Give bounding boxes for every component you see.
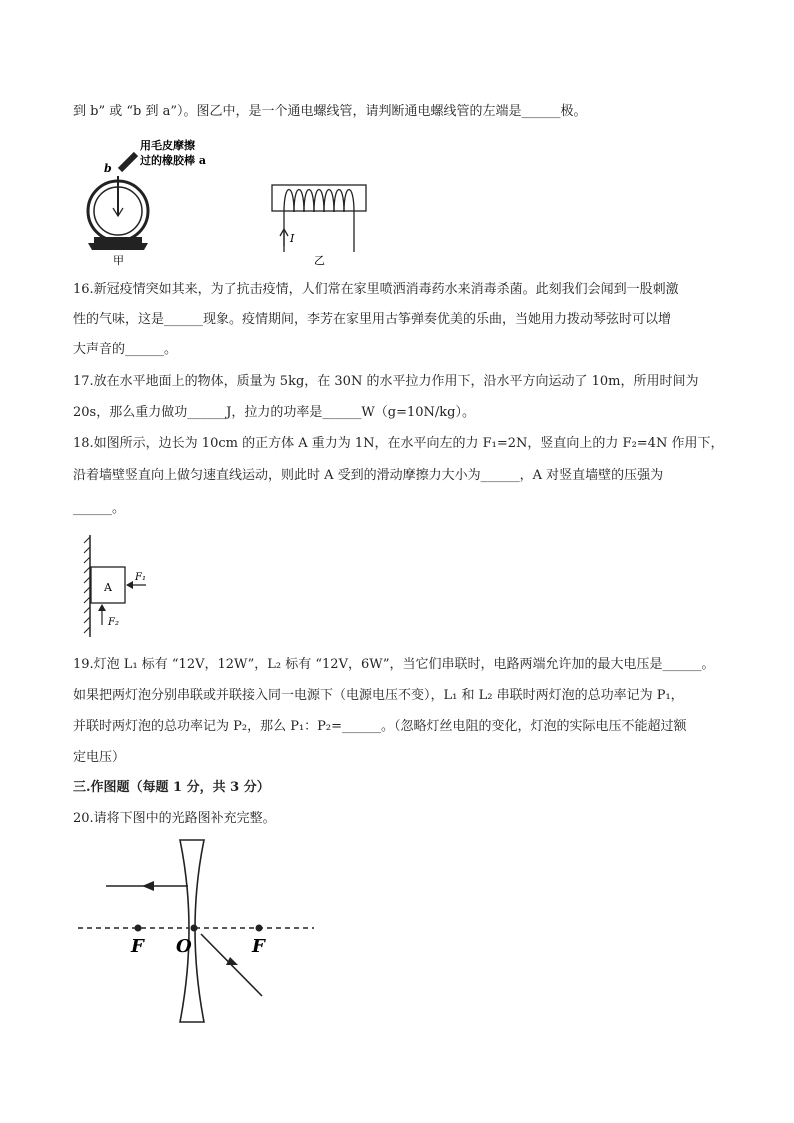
q18-line-1: 18.如图所示，边长为 10cm 的正方体 A 重力为 1N，在水平向左的力 F₁=2N，竖直向上的力 F₂=4N 作用下， — [73, 436, 724, 451]
q19-line-1: 19.灯泡 L₁ 标有 “12V，12W”，L₂ 标有 “12V，6W”，当它们串联时，电路两端允许加的最大电压是______。 — [73, 657, 715, 672]
q20-line: 20.请将下图中的光路图补充完整。 — [73, 811, 276, 826]
block-label: A — [104, 581, 112, 594]
label-b: b — [104, 162, 112, 175]
figure-jia-name: 甲 — [113, 254, 124, 267]
figure-jia-electroscope — [80, 138, 230, 268]
figure-yi-solenoid — [268, 176, 378, 268]
q15-tail: 到 b” 或 “b 到 a”）。图乙中，是一个通电螺线管，请判断通电螺线管的左端是______极。 — [73, 104, 587, 119]
q17-line-1: 17.放在水平地面上的物体，质量为 5kg，在 30N 的水平拉力作用下，沿水平方向运动了 10m，所用时间为 — [73, 374, 699, 389]
focus-right-label: F — [252, 936, 265, 957]
q18-line-3: ______。 — [73, 501, 126, 516]
center-label: O — [176, 936, 192, 957]
figure-yi-name: 乙 — [314, 254, 325, 267]
q18-line-2: 沿着墙壁竖直向上做匀速直线运动，则此时 A 受到的滑动摩擦力大小为______，A 对竖直墙壁的压强为 — [73, 468, 664, 483]
q19-line-3: 并联时两灯泡的总功率记为 P₂，那么 P₁：P₂=______。（忽略灯丝电阻的变化，灯泡的实际电压不能超过额 — [73, 719, 687, 734]
q19-line-2: 如果把两灯泡分别串联或并联接入同一电源下（电源电压不变），L₁ 和 L₂ 串联时两灯泡的总功率记为 P₁， — [73, 688, 684, 703]
f2-label: F₂ — [108, 617, 119, 628]
f1-label: F₁ — [135, 572, 146, 583]
section-3-heading: 三.作图题（每题 1 分，共 3 分） — [73, 780, 270, 795]
current-label: I — [290, 232, 295, 245]
q16-line-1: 16.新冠疫情突如其来，为了抗击疫情，人们常在家里喷洒消毒药水来消毒杀菌。此刻我们会闻到一股刺激 — [73, 282, 679, 297]
rod-caption-1: 用毛皮摩擦 — [140, 139, 195, 152]
rod-caption-2: 过的橡胶棒 a — [140, 154, 206, 167]
focus-left-label: F — [131, 936, 144, 957]
q16-line-3: 大声音的______。 — [73, 342, 178, 357]
q17-line-2: 20s，那么重力做功______J，拉力的功率是______W（g=10N/kg）。 — [73, 405, 475, 420]
q16-line-2: 性的气味，这是______现象。疫情期间，李芳在家里用古筝弹奏优美的乐曲，当她用力拨动琴弦时可以增 — [73, 312, 672, 327]
q19-line-4: 定电压） — [73, 750, 126, 765]
figure-block-wall — [80, 533, 160, 641]
figure-concave-lens — [76, 838, 316, 1038]
